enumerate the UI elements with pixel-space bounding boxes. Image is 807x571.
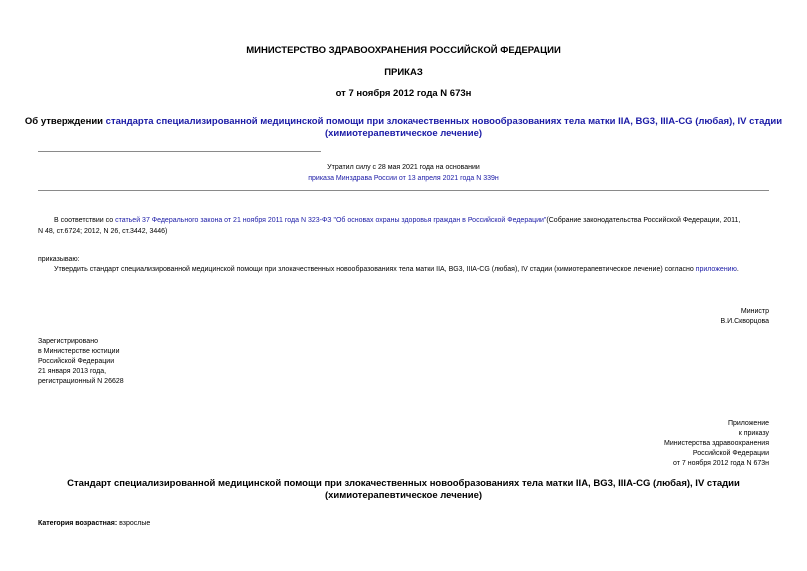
divider-long bbox=[38, 190, 769, 191]
appendix-link[interactable]: приложению bbox=[695, 266, 737, 273]
order-label: приказываю: bbox=[38, 256, 80, 263]
title-link-cont[interactable]: (химиотерапевтическое лечение) bbox=[324, 128, 483, 139]
order-text bbox=[54, 266, 769, 273]
signature-name: В.И.Скворцова bbox=[720, 318, 769, 325]
age-category-value: взрослые bbox=[117, 520, 151, 527]
registration-line: в Министерстве юстиции bbox=[38, 348, 120, 355]
ministry-heading: МИНИСТЕРСТВО ЗДРАВООХРАНЕНИЯ РОССИЙСКОЙ ФЕДЕРАЦИИ bbox=[246, 45, 561, 56]
divider-short bbox=[38, 151, 321, 152]
appendix-line: от 7 ноября 2012 года N 673н bbox=[673, 460, 769, 467]
registration-line: Зарегистрировано bbox=[38, 338, 98, 345]
standard-title bbox=[0, 478, 807, 502]
order-end: . bbox=[736, 266, 739, 273]
registration-line: регистрационный N 26628 bbox=[38, 378, 124, 385]
order-body: Утвердить стандарт специализированной медицинской помощи при злокачественных новообразованиях тела матки IIA, BG3, IIIA-CG (любая), IV стадии (химиотерапевтическое лечение) согласно bbox=[54, 266, 696, 273]
standard-title-line1: Стандарт специализированной медицинской помощи при злокачественных новообразованиях тела матки IIA, BG3, IIIA-CG (любая), IV стадии bbox=[67, 478, 740, 489]
document-title bbox=[0, 116, 807, 140]
age-category-label: Категория возрастная: bbox=[38, 520, 118, 527]
appendix-block bbox=[664, 419, 769, 469]
appendix-line: Российской Федерации bbox=[692, 450, 769, 457]
preamble bbox=[38, 215, 769, 237]
status-text: Утратил силу с 28 мая 2021 года на основании bbox=[327, 164, 480, 171]
repeal-order-link[interactable]: приказа Минздрава России от 13 апреля 2021 года N 339н bbox=[308, 175, 499, 182]
standard-title-line2: (химиотерапевтическое лечение) bbox=[324, 490, 483, 501]
preamble-suffix: (Собрание законодательства Российской Федерации, 2011, bbox=[546, 217, 741, 224]
registration-block bbox=[38, 337, 124, 387]
doc-date-number: от 7 ноября 2012 года N 673н bbox=[335, 88, 472, 99]
preamble-prefix: В соответствии со bbox=[54, 217, 116, 224]
title-link[interactable]: стандарта специализированной медицинской помощи при злокачественных новообразованиях тела матки IIA, BG3, IIIA-CG (любая), IV стадии bbox=[105, 116, 783, 127]
appendix-line: Министерства здравоохранения bbox=[664, 440, 769, 447]
signature-block bbox=[721, 307, 770, 327]
appendix-line: к приказу bbox=[738, 430, 769, 437]
law-article-link[interactable]: статьей 37 Федерального закона от 21 ноября 2011 года N 323-ФЗ "Об основах охраны здоровья граждан в Российской Федерации" bbox=[115, 217, 547, 224]
appendix-line: Приложение bbox=[727, 420, 769, 427]
signature-position: Министр bbox=[740, 308, 769, 315]
preamble-line2: N 48, ст.6724; 2012, N 26, ст.3442, 3446) bbox=[38, 228, 168, 235]
registration-line: 21 января 2013 года, bbox=[38, 368, 107, 375]
doc-type-heading: ПРИКАЗ bbox=[384, 67, 423, 78]
status-link-wrap bbox=[0, 175, 807, 182]
age-category bbox=[38, 520, 150, 527]
title-prefix: Об утверждении bbox=[24, 116, 106, 127]
registration-line: Российской Федерации bbox=[38, 358, 115, 365]
